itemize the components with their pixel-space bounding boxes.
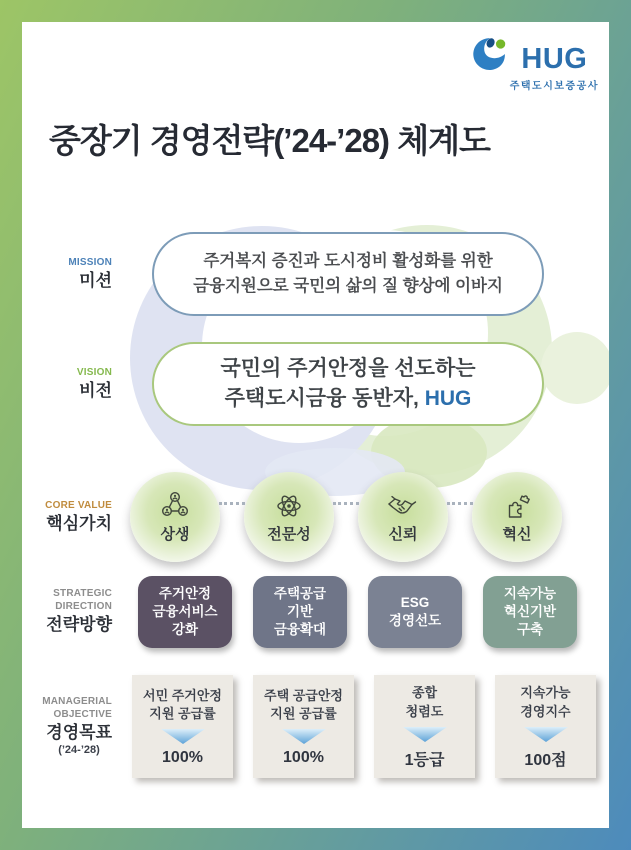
strategic-direction-label xyxy=(30,588,116,635)
objective-title xyxy=(264,687,343,723)
objective-title-line1: 주택 공급안정 xyxy=(264,687,343,703)
managerial-objective-period: (’24-’28) xyxy=(58,743,100,756)
mission-row xyxy=(30,228,601,320)
objective-title-line1: 지속가능 xyxy=(520,685,571,701)
handshake-icon xyxy=(386,490,420,522)
mission-label-en: MISSION xyxy=(68,256,112,268)
managerial-objective-label-en-line1: MANAGERIAL xyxy=(42,696,112,708)
core-value-label-ko: 핵심가치 xyxy=(46,514,112,534)
logo-name: HUG xyxy=(521,43,588,75)
dotted-connector xyxy=(447,502,473,505)
vision-text-hug-highlight: HUG xyxy=(424,387,472,410)
strategy-box-line: 지속가능 xyxy=(503,585,557,601)
vision-text-line2 xyxy=(154,384,542,414)
objective-value: 100% xyxy=(162,749,203,767)
managerial-objective-label-ko: 경영목표 xyxy=(46,723,112,743)
strategy-box-line: 강화 xyxy=(171,622,199,638)
vision-label-ko: 비전 xyxy=(79,381,112,401)
objective-title-line1: 종합 xyxy=(411,685,438,701)
managerial-objective-track xyxy=(116,675,596,778)
objective-title-line2: 지원 공급률 xyxy=(270,706,337,721)
mission-text-line2: 금융지원으로 국민의 삶의 질 향상에 이바지 xyxy=(193,277,503,295)
strategy-box-line: 금융서비스 xyxy=(152,603,218,619)
page-title: 중장기 경영전략(’24-’28) 체계도 xyxy=(49,122,490,159)
mission-statement-box xyxy=(152,232,544,316)
managerial-objective-row xyxy=(30,674,601,778)
dotted-connector xyxy=(219,502,245,505)
down-arrow-icon xyxy=(523,726,569,743)
mission-label-ko: 미션 xyxy=(79,271,112,291)
core-value-track xyxy=(116,472,562,562)
strategy-box-supply-finance xyxy=(253,576,347,648)
mission-text-line1: 주거복지 증진과 도시정비 활성화를 위한 xyxy=(203,252,493,271)
objective-title-line1: 서민 주거안정 xyxy=(143,687,222,703)
strategy-box-esg xyxy=(368,576,462,648)
vision-statement-box xyxy=(152,342,544,426)
logo-subtitle: 주택도시보증공사 xyxy=(509,81,599,92)
objective-value: 100점 xyxy=(524,751,567,769)
core-value-label-en: CORE VALUE xyxy=(45,499,112,511)
vision-row xyxy=(30,342,601,426)
strategic-direction-track xyxy=(116,576,577,648)
core-value-item-label: 상생 xyxy=(160,526,190,543)
objective-title-line2: 지원 공급률 xyxy=(149,706,216,721)
objective-title xyxy=(406,684,444,720)
objective-title-line2: 경영지수 xyxy=(520,703,571,719)
strategy-box-line: 주택공급 xyxy=(273,585,327,601)
core-value-circle-trust xyxy=(358,472,448,562)
strategy-box-line: 금융확대 xyxy=(273,622,327,638)
core-value-item-label: 전문성 xyxy=(267,526,311,543)
hug-swirl-icon xyxy=(470,36,508,72)
vision-label-en: VISION xyxy=(76,366,112,378)
puzzle-icon xyxy=(501,490,533,522)
down-arrow-icon xyxy=(160,728,206,745)
vision-text-line2-prefix: 주택도시금융 동반자, xyxy=(224,387,425,410)
strategy-box-line: 혁신기반 xyxy=(503,603,557,619)
objective-value: 100% xyxy=(283,749,324,767)
strategy-box-line: 기반 xyxy=(286,603,314,619)
down-arrow-icon xyxy=(281,728,327,745)
core-value-item-label: 혁신 xyxy=(502,526,532,543)
core-value-row xyxy=(30,468,601,566)
strategy-box-line: ESG xyxy=(400,594,430,610)
strategy-box-line: 주거안정 xyxy=(158,585,212,601)
strategy-box-housing-finance xyxy=(138,576,232,648)
core-value-circle-sangsaeng xyxy=(130,472,220,562)
core-value-circle-expertise xyxy=(244,472,334,562)
objective-box-housing-stability xyxy=(132,675,233,778)
core-value-label xyxy=(30,500,116,535)
mission-label xyxy=(30,257,116,292)
managerial-objective-label-en xyxy=(30,696,112,721)
strategic-direction-label-ko: 전략방향 xyxy=(46,615,112,635)
strategic-direction-label-en xyxy=(30,588,112,613)
people-network-icon xyxy=(159,490,191,522)
strategy-box-line: 경영선도 xyxy=(388,613,442,628)
strategy-box-innovation-base xyxy=(483,576,577,648)
hug-logo xyxy=(470,36,599,92)
dotted-connector xyxy=(333,502,359,505)
managerial-objective-label xyxy=(30,696,116,755)
vision-label xyxy=(30,367,116,402)
objective-value: 1등급 xyxy=(404,751,445,769)
down-arrow-icon xyxy=(402,726,448,743)
infographic-page xyxy=(22,22,609,828)
strategic-direction-label-en-line2: DIRECTION xyxy=(55,600,112,612)
atom-icon xyxy=(273,490,305,522)
vision-text-line1: 국민의 주거안정을 선도하는 xyxy=(220,356,476,380)
objective-title xyxy=(520,684,570,720)
objective-box-supply-stability xyxy=(253,675,354,778)
core-value-circle-innovation xyxy=(472,472,562,562)
strategic-direction-row xyxy=(30,576,601,648)
strategic-direction-label-en-line1: STRATEGIC xyxy=(53,588,112,600)
objective-title-line2: 청렴도 xyxy=(405,703,444,719)
objective-title xyxy=(143,687,222,723)
strategy-box-line: 구축 xyxy=(516,622,544,638)
managerial-objective-label-en-line2: OBJECTIVE xyxy=(53,708,112,720)
objective-box-integrity xyxy=(374,675,475,778)
core-value-item-label: 신뢰 xyxy=(388,526,418,543)
objective-box-sustainability xyxy=(495,675,596,778)
